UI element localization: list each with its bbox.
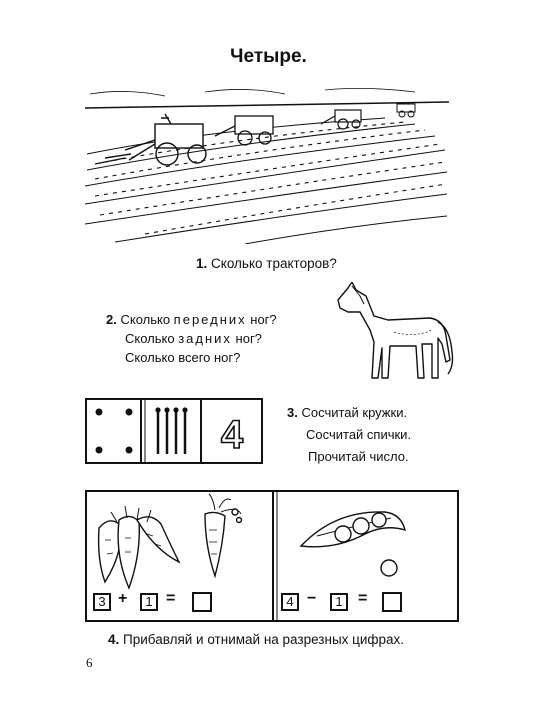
task-3-line-1-text: Сосчитай кружки.	[301, 405, 408, 420]
dot-3	[96, 447, 103, 454]
task-4-number: 4.	[108, 632, 120, 647]
task-2-line-2-c: ног?	[231, 331, 262, 346]
task-2-caption	[106, 310, 277, 367]
task-2-number: 2.	[106, 312, 117, 327]
page-title: Четыре.	[230, 46, 307, 67]
left-operator: +	[118, 590, 128, 607]
card-digit: 4	[220, 413, 244, 457]
task-1-text: Сколько тракторов?	[211, 256, 337, 271]
tractors-field-illustration	[85, 84, 449, 244]
task-2-line-2	[106, 329, 277, 348]
task-3-line-2: Сосчитай спички.	[306, 427, 412, 442]
dot-2	[126, 409, 133, 416]
counting-card	[85, 398, 263, 464]
task-3-number: 3.	[287, 405, 298, 420]
task-1-number: 1.	[196, 256, 208, 271]
left-first-number-box: 3	[93, 593, 111, 611]
task-2-line-3: Сколько всего ног?	[125, 350, 241, 365]
task-2-line-1	[106, 310, 277, 329]
task-4-caption	[108, 630, 404, 649]
horse-illustration	[334, 282, 456, 382]
left-answer-box[interactable]	[192, 592, 212, 612]
left-second-number-box: 1	[140, 593, 158, 611]
task-2-line-2-a: Сколько	[125, 331, 179, 346]
page-number: 6	[86, 655, 93, 670]
task-1-caption	[196, 254, 337, 273]
task-2-line-2-b: задних	[178, 331, 232, 346]
right-first-number-box: 4	[281, 593, 299, 611]
task-2-line-1-b: передних	[173, 312, 247, 327]
task-2-line-1-c: ног?	[246, 312, 277, 327]
right-answer-box[interactable]	[382, 592, 402, 612]
task-3-caption	[287, 403, 411, 466]
left-equals-sign: =	[166, 590, 176, 607]
single-carrot	[205, 494, 242, 576]
task-4-text: Прибавляй и отнимай на разрезных цифрах.	[123, 632, 405, 647]
pea-pod	[301, 512, 405, 576]
task-3-line-1	[287, 403, 411, 422]
dot-1	[96, 409, 103, 416]
right-second-number-box: 1	[330, 593, 348, 611]
right-operator: −	[307, 590, 317, 607]
task-3-line-3: Прочитай число.	[308, 449, 409, 464]
task-2-line-1-a: Сколько	[120, 312, 174, 327]
right-equals-sign: =	[358, 590, 368, 607]
dot-4	[126, 447, 133, 454]
carrots-group	[99, 506, 179, 588]
